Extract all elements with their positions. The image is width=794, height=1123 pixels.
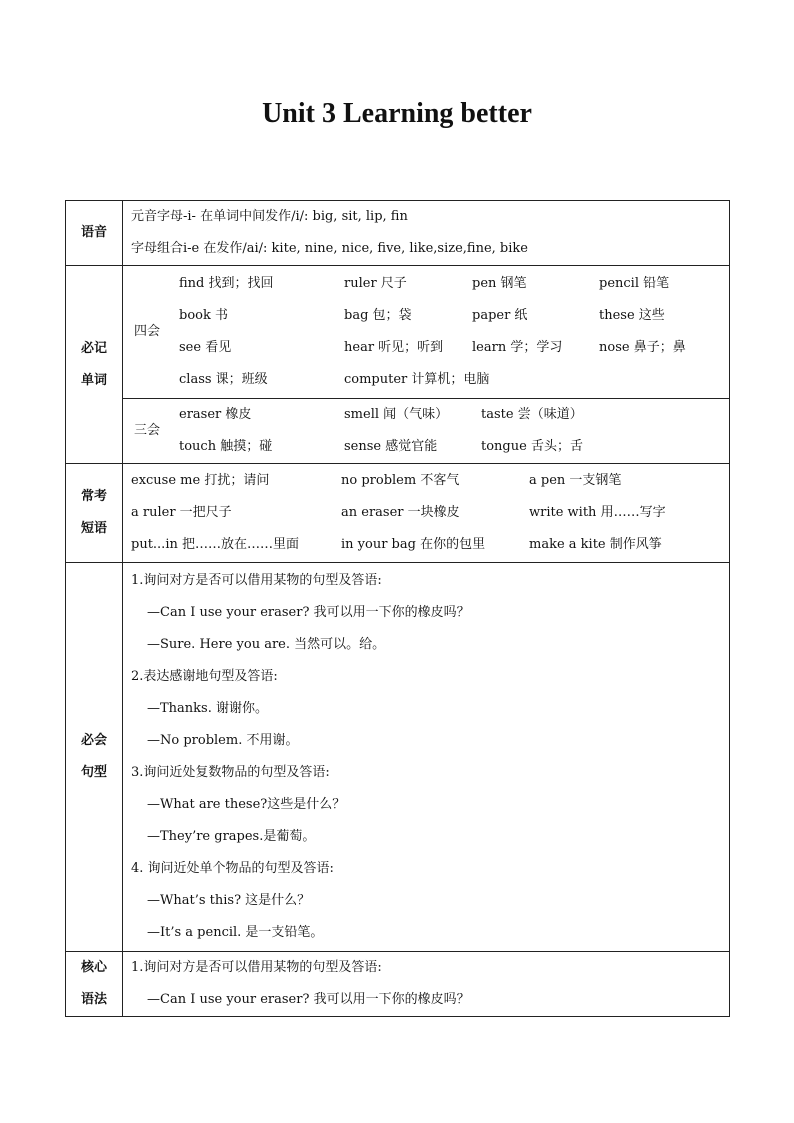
sentence-line: —They’re grapes.是葡萄。 — [147, 829, 316, 844]
grammar-heading: 1.询问对方是否可以借用某物的句型及答语: — [131, 960, 382, 975]
phrase-item: excuse me 打扰；请问 — [131, 473, 270, 488]
phrase-item: a pen 一支钢笔 — [529, 473, 622, 488]
sentences-label-line: 句型 — [80, 765, 107, 780]
phrase-item: an eraser 一块橡皮 — [341, 505, 460, 520]
vocab-word: sense 感觉官能 — [344, 439, 438, 454]
grammar-label-line: 语法 — [80, 992, 107, 1007]
vocab-row — [66, 266, 730, 464]
vocab-three-group — [123, 399, 729, 464]
phrase-item: no problem 不客气 — [341, 473, 460, 488]
phrase-item: a ruler 一把尺子 — [131, 505, 232, 520]
vocab-word-row — [171, 364, 729, 396]
grammar-content — [123, 952, 730, 1017]
vocab-word-row — [171, 332, 729, 364]
sentences-row — [66, 563, 730, 952]
sentence-heading: 4. 询问近处单个物品的句型及答语: — [131, 861, 334, 876]
phonics-label: 语音 — [66, 201, 123, 266]
page-title: Unit 3 Learning better — [262, 98, 532, 129]
four-level-words — [171, 266, 729, 399]
three-level-label: 三会 — [123, 399, 171, 464]
vocab-word: class 课；班级 — [179, 372, 268, 387]
sentence-line: —Can I use your eraser? 我可以用一下你的橡皮吗？ — [147, 605, 470, 620]
sentence-heading: 1.询问对方是否可以借用某物的句型及答语: — [131, 573, 382, 588]
sentences-label-line: 必会 — [80, 733, 107, 748]
phrase-item: make a kite 制作风筝 — [529, 537, 662, 552]
phrase-row — [123, 465, 729, 497]
vocab-word: tongue 舌头；舌 — [481, 439, 583, 454]
vocab-word: computer 计算机；电脑 — [344, 372, 490, 387]
phrase-row — [123, 529, 729, 561]
grammar-label — [66, 952, 123, 1017]
vocab-label — [66, 266, 123, 464]
sentences-content — [123, 563, 730, 952]
vocab-subtable — [123, 266, 729, 463]
vocab-word: hear 听见；听到 — [344, 340, 444, 355]
sentence-heading: 3.询问近处复数物品的句型及答语: — [131, 765, 330, 780]
sentence-line: —Thanks. 谢谢你。 — [147, 701, 268, 716]
vocab-word-row — [171, 399, 729, 431]
vocab-word: these 这些 — [599, 308, 665, 323]
vocab-label-line: 单词 — [80, 372, 107, 388]
vocab-word: taste 尝（味道） — [481, 407, 583, 422]
sentence-line: —No problem. 不用谢。 — [147, 733, 299, 748]
phrase-item: in your bag 在你的包里 — [341, 537, 486, 552]
grammar-label-line: 核心 — [80, 960, 107, 975]
vocab-word: touch 触摸；碰 — [179, 439, 273, 454]
vocab-word: pen 钢笔 — [472, 276, 527, 291]
vocab-word: book 书 — [179, 308, 228, 323]
vocab-four-group — [123, 266, 729, 399]
sentence-line: —Sure. Here you are. 当然可以。给。 — [147, 637, 386, 652]
phrases-content — [123, 464, 730, 563]
sentence-line: —It’s a pencil. 是一支铅笔。 — [147, 925, 324, 940]
phrase-row — [123, 497, 729, 529]
vocab-word: ruler 尺子 — [344, 276, 407, 291]
phonics-line: 字母组合i-e 在发作/ai/: kite, nine, nice, five, like,size,fine, bike — [131, 241, 528, 256]
vocab-word: see 看见 — [179, 340, 232, 355]
vocab-word: pencil 铅笔 — [599, 276, 670, 291]
phrases-label-line: 常考 — [80, 489, 107, 504]
three-level-words — [171, 399, 729, 464]
summary-table — [65, 200, 730, 1017]
vocab-word: nose 鼻子；鼻 — [599, 340, 686, 355]
phrase-item: write with 用……写字 — [529, 505, 666, 520]
vocab-word-row — [171, 300, 729, 332]
phrases-label-line: 短语 — [80, 521, 107, 536]
vocab-word: learn 学；学习 — [472, 340, 563, 355]
vocab-label-line: 必记 — [80, 340, 107, 356]
vocab-word: find 找到；找回 — [179, 276, 274, 291]
vocab-word: eraser 橡皮 — [179, 407, 252, 422]
phonics-line: 元音字母-i- 在单词中间发作/i/: big, sit, lip, fin — [131, 209, 408, 224]
phrases-label — [66, 464, 123, 563]
phonics-content — [123, 201, 730, 266]
phonics-row — [66, 201, 730, 266]
vocab-word: smell 闻（气味） — [344, 407, 449, 422]
vocab-content — [123, 266, 730, 464]
sentence-heading: 2.表达感谢地句型及答语: — [131, 669, 278, 684]
vocab-word: paper 纸 — [472, 308, 528, 323]
phrases-row — [66, 464, 730, 563]
vocab-word-row — [171, 431, 729, 463]
vocab-word-row — [171, 268, 729, 300]
phrase-item: put...in 把……放在……里面 — [131, 537, 299, 552]
vocab-word: bag 包；袋 — [344, 308, 412, 323]
sentence-line: —What are these?这些是什么？ — [147, 797, 346, 812]
grammar-row — [66, 952, 730, 1017]
sentence-line: —What’s this? 这是什么？ — [147, 893, 311, 908]
grammar-line: —Can I use your eraser? 我可以用一下你的橡皮吗？ — [147, 992, 470, 1007]
sentences-label — [66, 563, 123, 952]
four-level-label: 四会 — [133, 324, 160, 339]
